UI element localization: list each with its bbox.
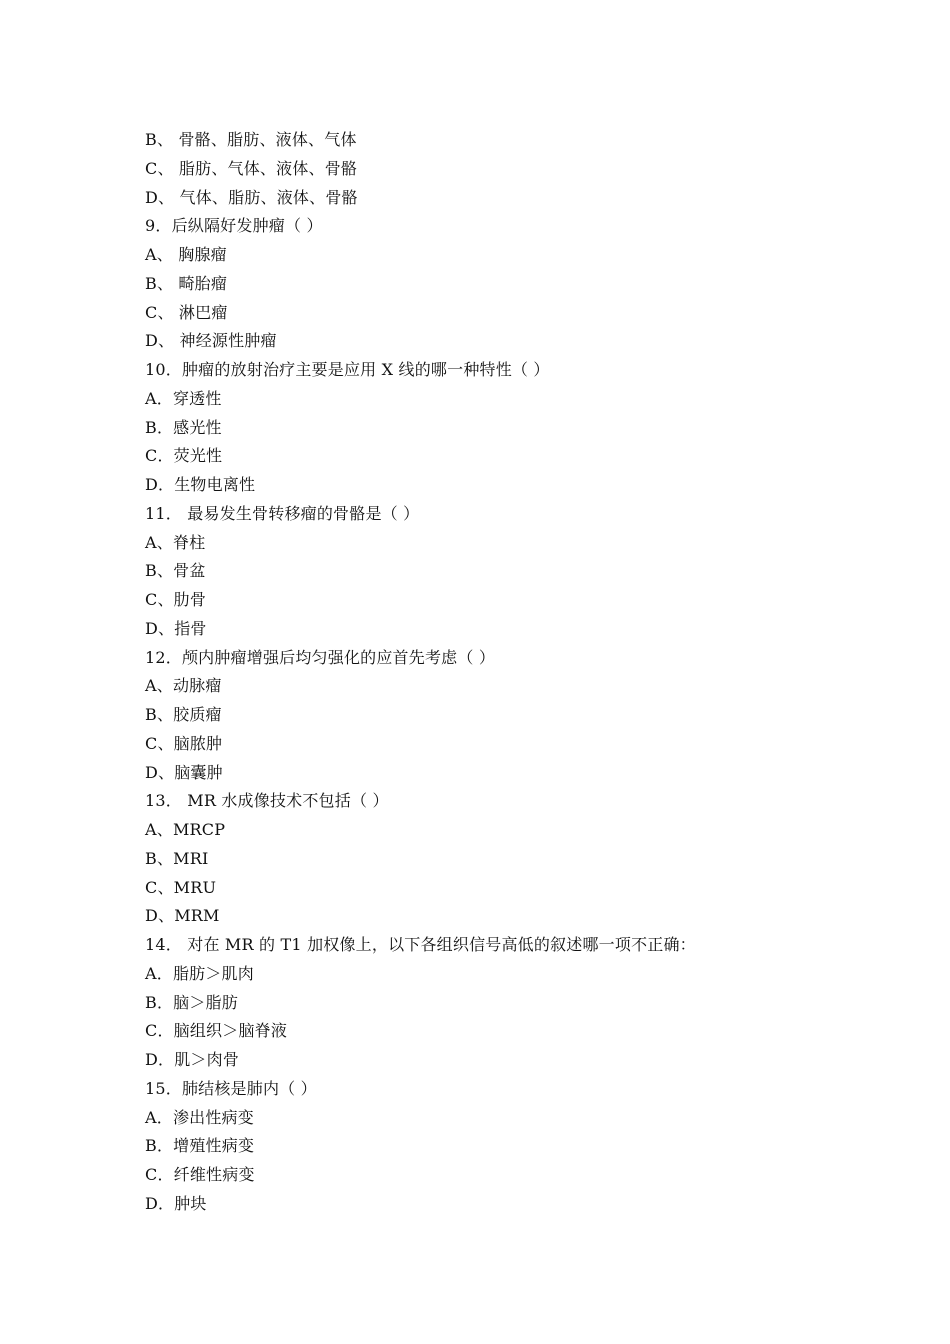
question-11: 11． 最易发生骨转移瘤的骨骼是（ ）: [145, 503, 420, 523]
option-line: D．肌＞肉骨: [145, 1050, 240, 1069]
option-line: D、 气体、脂肪、液体、骨骼: [145, 187, 358, 207]
question-13: 13． MR 水成像技术不包括（ ）: [145, 791, 389, 811]
question-15: 15．肺结核是肺内（ ）: [145, 1078, 317, 1098]
option-line: C．荧光性: [145, 446, 223, 466]
option-line: A、动脉瘤: [145, 676, 222, 696]
option-line: B、胶质瘤: [145, 705, 222, 724]
option-line: C．纤维性病变: [145, 1165, 255, 1184]
question-14: 14． 对在 MR 的 T1 加权像上，以下各组织信号高低的叙述哪一项不正确：: [145, 935, 696, 954]
option-line: B、 骨骼、脂肪、液体、气体: [145, 130, 357, 149]
option-line: B．感光性: [145, 417, 222, 437]
option-line: B．脑＞脂肪: [145, 992, 238, 1012]
option-line: C、 脂肪、气体、液体、骨骼: [145, 158, 358, 178]
option-line: C、肋骨: [145, 590, 207, 609]
option-line: D．肿块: [145, 1193, 207, 1213]
option-line: C、MRU: [145, 877, 217, 897]
option-line: A．穿透性: [145, 388, 222, 408]
option-line: A、 胸腺瘤: [145, 245, 227, 264]
question-9: 9．后纵隔好发肿瘤（ ）: [145, 216, 323, 236]
option-line: A、MRCP: [145, 820, 226, 839]
option-line: D、指骨: [145, 618, 207, 638]
option-line: A．渗出性病变: [145, 1107, 254, 1127]
option-line: B．增殖性病变: [145, 1136, 255, 1156]
option-line: D、MRM: [145, 906, 220, 926]
option-line: A、脊柱: [145, 532, 206, 552]
option-line: D．生物电离性: [145, 475, 256, 494]
option-line: C．脑组织＞脑脊液: [145, 1021, 288, 1041]
question-12: 12．颅内肿瘤增强后均匀强化的应首先考虑（ ）: [145, 647, 496, 667]
option-line: B、 畸胎瘤: [145, 273, 228, 293]
option-line: D、脑囊肿: [145, 762, 223, 782]
option-line: B、MRI: [145, 848, 209, 868]
option-line: B、骨盆: [145, 561, 206, 581]
option-line: C、脑脓肿: [145, 733, 223, 753]
question-10: 10．肿瘤的放射治疗主要是应用 X 线的哪一种特性（ ）: [145, 360, 550, 379]
option-line: D、 神经源性肿瘤: [145, 331, 277, 351]
option-line: C、 淋巴瘤: [145, 302, 228, 322]
question-list: [145, 126, 865, 1219]
option-line: A．脂肪＞肌肉: [145, 963, 254, 983]
